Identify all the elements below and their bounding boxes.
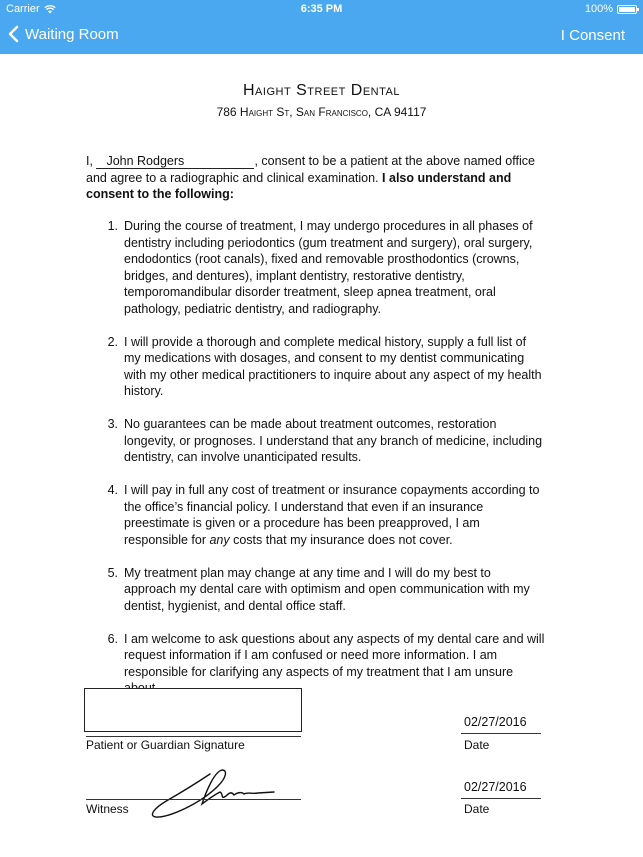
signature-label: Patient or Guardian Signature [86, 738, 245, 752]
signature-line [86, 736, 301, 737]
battery-icon [617, 5, 637, 14]
list-item-number: 5. [107, 565, 118, 580]
carrier-label: Carrier [6, 3, 40, 15]
practice-address: 786 Haight St, San Francisco, CA 94117 [216, 105, 427, 119]
list-item-emphasis: any [209, 532, 230, 547]
i-consent-button[interactable]: I Consent [560, 27, 625, 44]
date-label: Date [464, 802, 490, 816]
battery-indicator [585, 3, 637, 15]
intro-prefix: I, [86, 154, 93, 168]
consent-document [0, 54, 643, 857]
list-item-text-part: I will pay in full any cost of treatment or insurance copayments according to the office’s financial policy. I understand that even if an insurance preestimate is given or a procedure has been preapproved, I am responsible for [124, 483, 540, 547]
list-item-number: 3. [107, 417, 118, 431]
intro-text: , consent to be a patient at the above named office and agree to a radiographic and clinical examination. [86, 154, 535, 185]
list-item-text: During the course of treatment, I may undergo procedures in all phases of dentistry including periodontics (gum treatment and surgery), oral surgery, endodontics (root canals), fixed and removable prosthodontics (crowns, bridges, and dentures), implant dentistry, restorative dentistry, temporomandibular disorder treatment, sleep apnea treatment, oral pathology, pediatric dentistry, and radiography. [124, 219, 533, 316]
list-item [86, 565, 546, 615]
witness-signature-image [140, 762, 280, 818]
practice-name: Haight Street Dental [243, 82, 400, 99]
signature-date-field[interactable]: 02/27/2016 [464, 715, 527, 729]
date-line [461, 733, 541, 734]
list-item-text-part: costs that my insurance does not cover. [229, 532, 453, 547]
witness-line [86, 799, 301, 800]
chevron-left-icon [8, 25, 19, 43]
consent-intro [86, 153, 546, 203]
list-item-number: 6. [107, 631, 118, 646]
intro-bold-text: I also understand and consent to the following: [86, 170, 512, 201]
patient-signature-box[interactable] [84, 688, 302, 732]
consent-list [86, 218, 546, 713]
list-item-text: No guarantees can be made about treatment outcomes, restoration longevity, or prognoses. I understand that any branch of medicine, including dentistry, can involve unanticipated results. [124, 417, 543, 464]
list-item [86, 631, 546, 697]
witness-date-field[interactable]: 02/27/2016 [464, 780, 527, 794]
list-item [86, 416, 546, 466]
battery-percent: 100% [584, 3, 613, 15]
list-item-number: 2. [107, 334, 118, 349]
list-item-text: I am welcome to ask questions about any aspects of my dental care and will request information if I am confused or need more information. I am responsible for clarifying any aspects of my treatment that I am unsure [124, 631, 545, 679]
date-label: Date [464, 738, 490, 752]
patient-name-field[interactable]: John Rodgers [96, 154, 254, 169]
list-item [86, 218, 546, 317]
witness-label: Witness [86, 802, 129, 816]
navigation-bar [0, 18, 643, 54]
list-item-number: 1. [107, 219, 118, 233]
status-bar [0, 0, 643, 18]
list-item [86, 482, 546, 548]
list-item [86, 334, 546, 400]
date-line [461, 798, 541, 799]
list-item-text [124, 482, 546, 548]
clock: 6:35 PM [300, 3, 343, 15]
back-button-label: Waiting Room [25, 25, 119, 43]
list-item-number: 4. [107, 483, 118, 497]
list-item-text: My treatment plan may change at any time and I will do my best to approach my dental care with optimism and open communication with my dentist, hygienist, and dental office staff. [124, 565, 530, 613]
back-button[interactable] [8, 25, 119, 43]
list-item-text: I will provide a thorough and complete medical history, supply a full list of my medications with dosages, and consent to my dentist communicating with my other medical practitioners to inquire about any aspect of my health history. [124, 334, 542, 398]
